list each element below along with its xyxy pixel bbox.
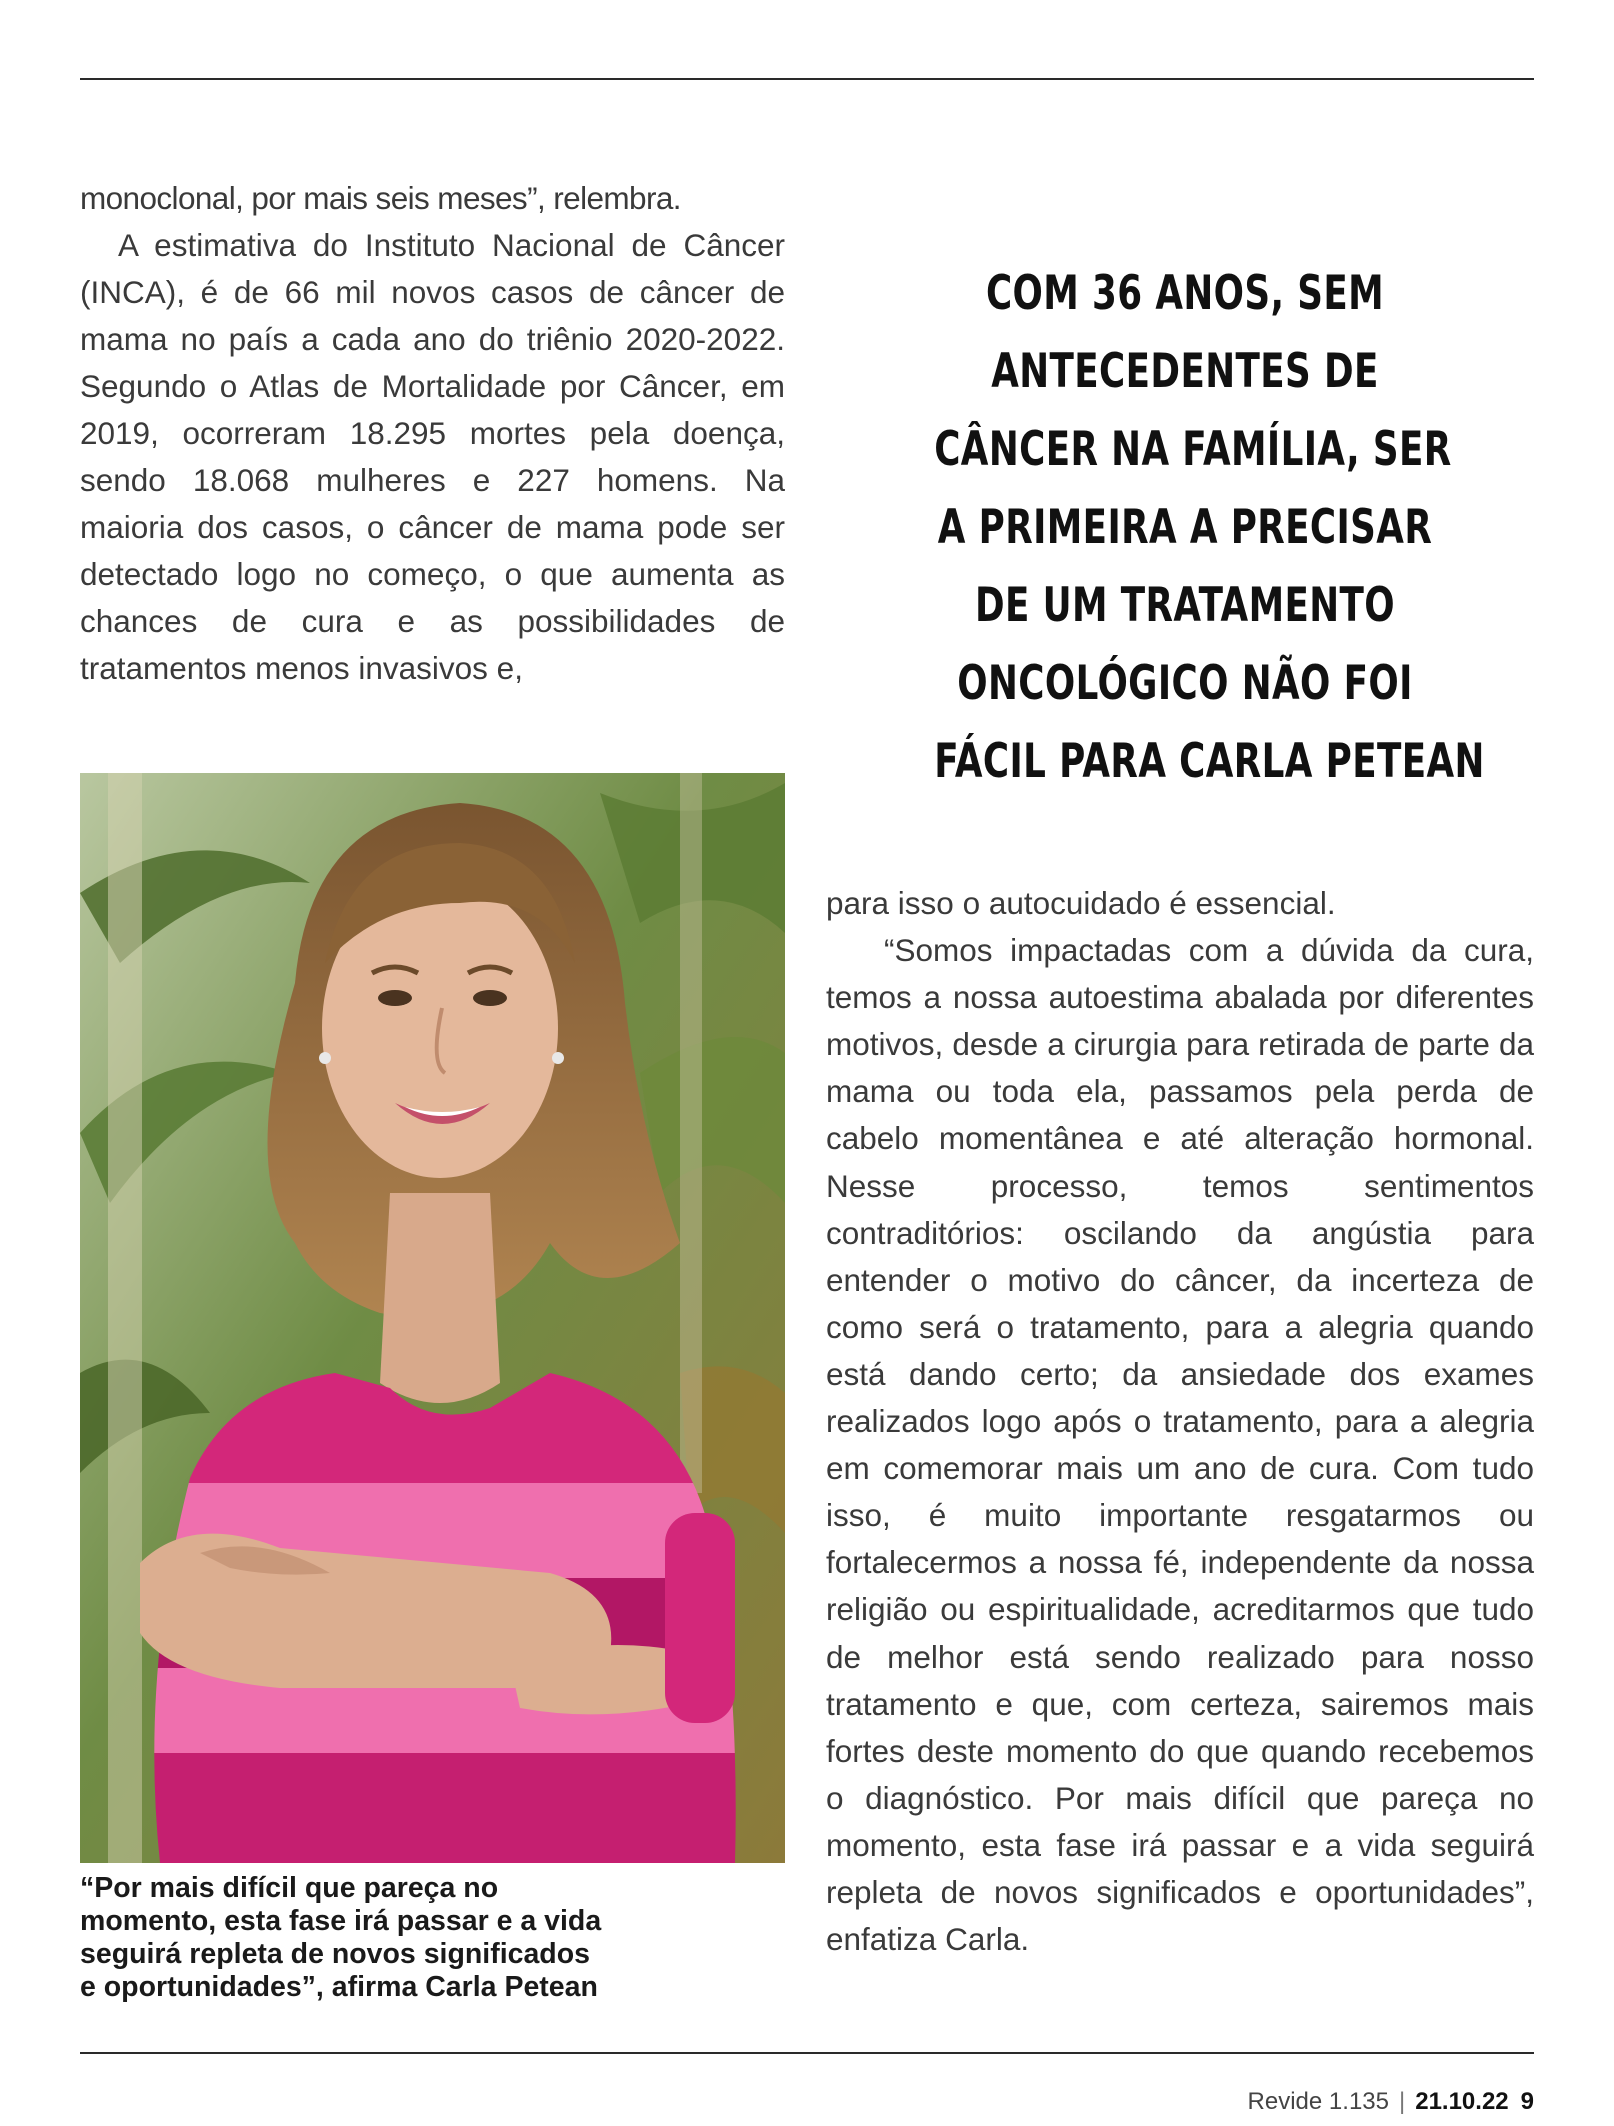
- footer-separator: |: [1398, 2088, 1406, 2115]
- issue-date: 21.10.22: [1415, 2088, 1509, 2115]
- left-column-lead: monoclonal, por mais seis meses”, relembra.: [80, 180, 681, 216]
- caption-line: seguirá repleta de novos significados: [80, 1938, 590, 1970]
- top-rule: [80, 78, 1534, 80]
- photo-caption: [80, 1872, 785, 2004]
- pull-quote: [934, 255, 1485, 801]
- publication-name: Revide 1.135: [1247, 2088, 1389, 2115]
- portrait-photo: [80, 773, 785, 1863]
- pull-quote-line: ANTECEDENTES DE: [991, 344, 1379, 399]
- page-footer: [1248, 2088, 1534, 2116]
- caption-line: “Por mais difícil que pareça no: [80, 1872, 499, 1904]
- pull-quote-line: DE UM TRATAMENTO: [974, 578, 1396, 633]
- right-column-lead: para isso o autocuidado é essencial.: [826, 885, 1336, 921]
- pull-quote-line: COM 36 ANOS, SEM: [985, 266, 1385, 321]
- left-column-paragraph: A estimativa do Instituto Nacional de Câncer (INCA), é de 66 mil novos casos de câncer de mama no país a cada ano do triênio 2020-2022. Segundo o Atlas de Mortalidade por Câncer, em 2019, ocorreram 18.295 mortes pela doença, sendo 18.068 mulheres e 227 homens. Na maioria dos casos, o câncer de mama pode ser detectado logo no começo, o que aumenta as chances de cura e as possibilidades de tratamentos menos invasivos e,: [80, 227, 785, 686]
- right-column-paragraph: “Somos impactadas com a dúvida da cura, temos a nossa autoestima abalada por diferentes motivos, desde a cirurgia para retirada de parte da mama ou toda ela, passamos pela perda de cabelo momentânea e até alteração hormonal. Nesse processo, temos sentimentos contraditórios: oscilando da angústia para entender o motivo do câncer, da incerteza de como será o tratamento, para a alegria quando está dando certo; da ansiedade dos exames realizados logo após o tratamento, para a alegria em comemorar mais um ano de cura. Com tudo isso, é muito importante resgatarmos ou fortalecermos a nossa fé, independente da nossa religião ou espiritualidade, acreditarmos que tudo de melhor está sendo realizado para nosso tratamento e que, com certeza, sairemos mais fortes deste momento do que quando recebemos o diagnóstico. Por mais difícil que pareça no momento, esta fase irá passar e a vida seguirá repleta de novos significados e oportunidades”, enfatiza Carla.: [826, 932, 1534, 1958]
- caption-line: momento, esta fase irá passar e a vida: [80, 1905, 602, 1937]
- portrait-illustration: [80, 773, 785, 1863]
- pull-quote-line: A PRIMEIRA A PRECISAR: [937, 500, 1433, 555]
- bottom-rule: [80, 2052, 1534, 2054]
- pull-quote-line: CÂNCER NA FAMÍLIA, SER: [934, 422, 1452, 477]
- pull-quote-line: ONCOLÓGICO NÃO FOI: [957, 656, 1413, 711]
- page-number: 9: [1520, 2088, 1534, 2115]
- right-text-column: [826, 880, 1534, 1963]
- left-text-column: [80, 175, 785, 692]
- pull-quote-line: FÁCIL PARA CARLA PETEAN: [934, 734, 1485, 789]
- caption-line: e oportunidades”, afirma Carla Petean: [80, 1971, 598, 2003]
